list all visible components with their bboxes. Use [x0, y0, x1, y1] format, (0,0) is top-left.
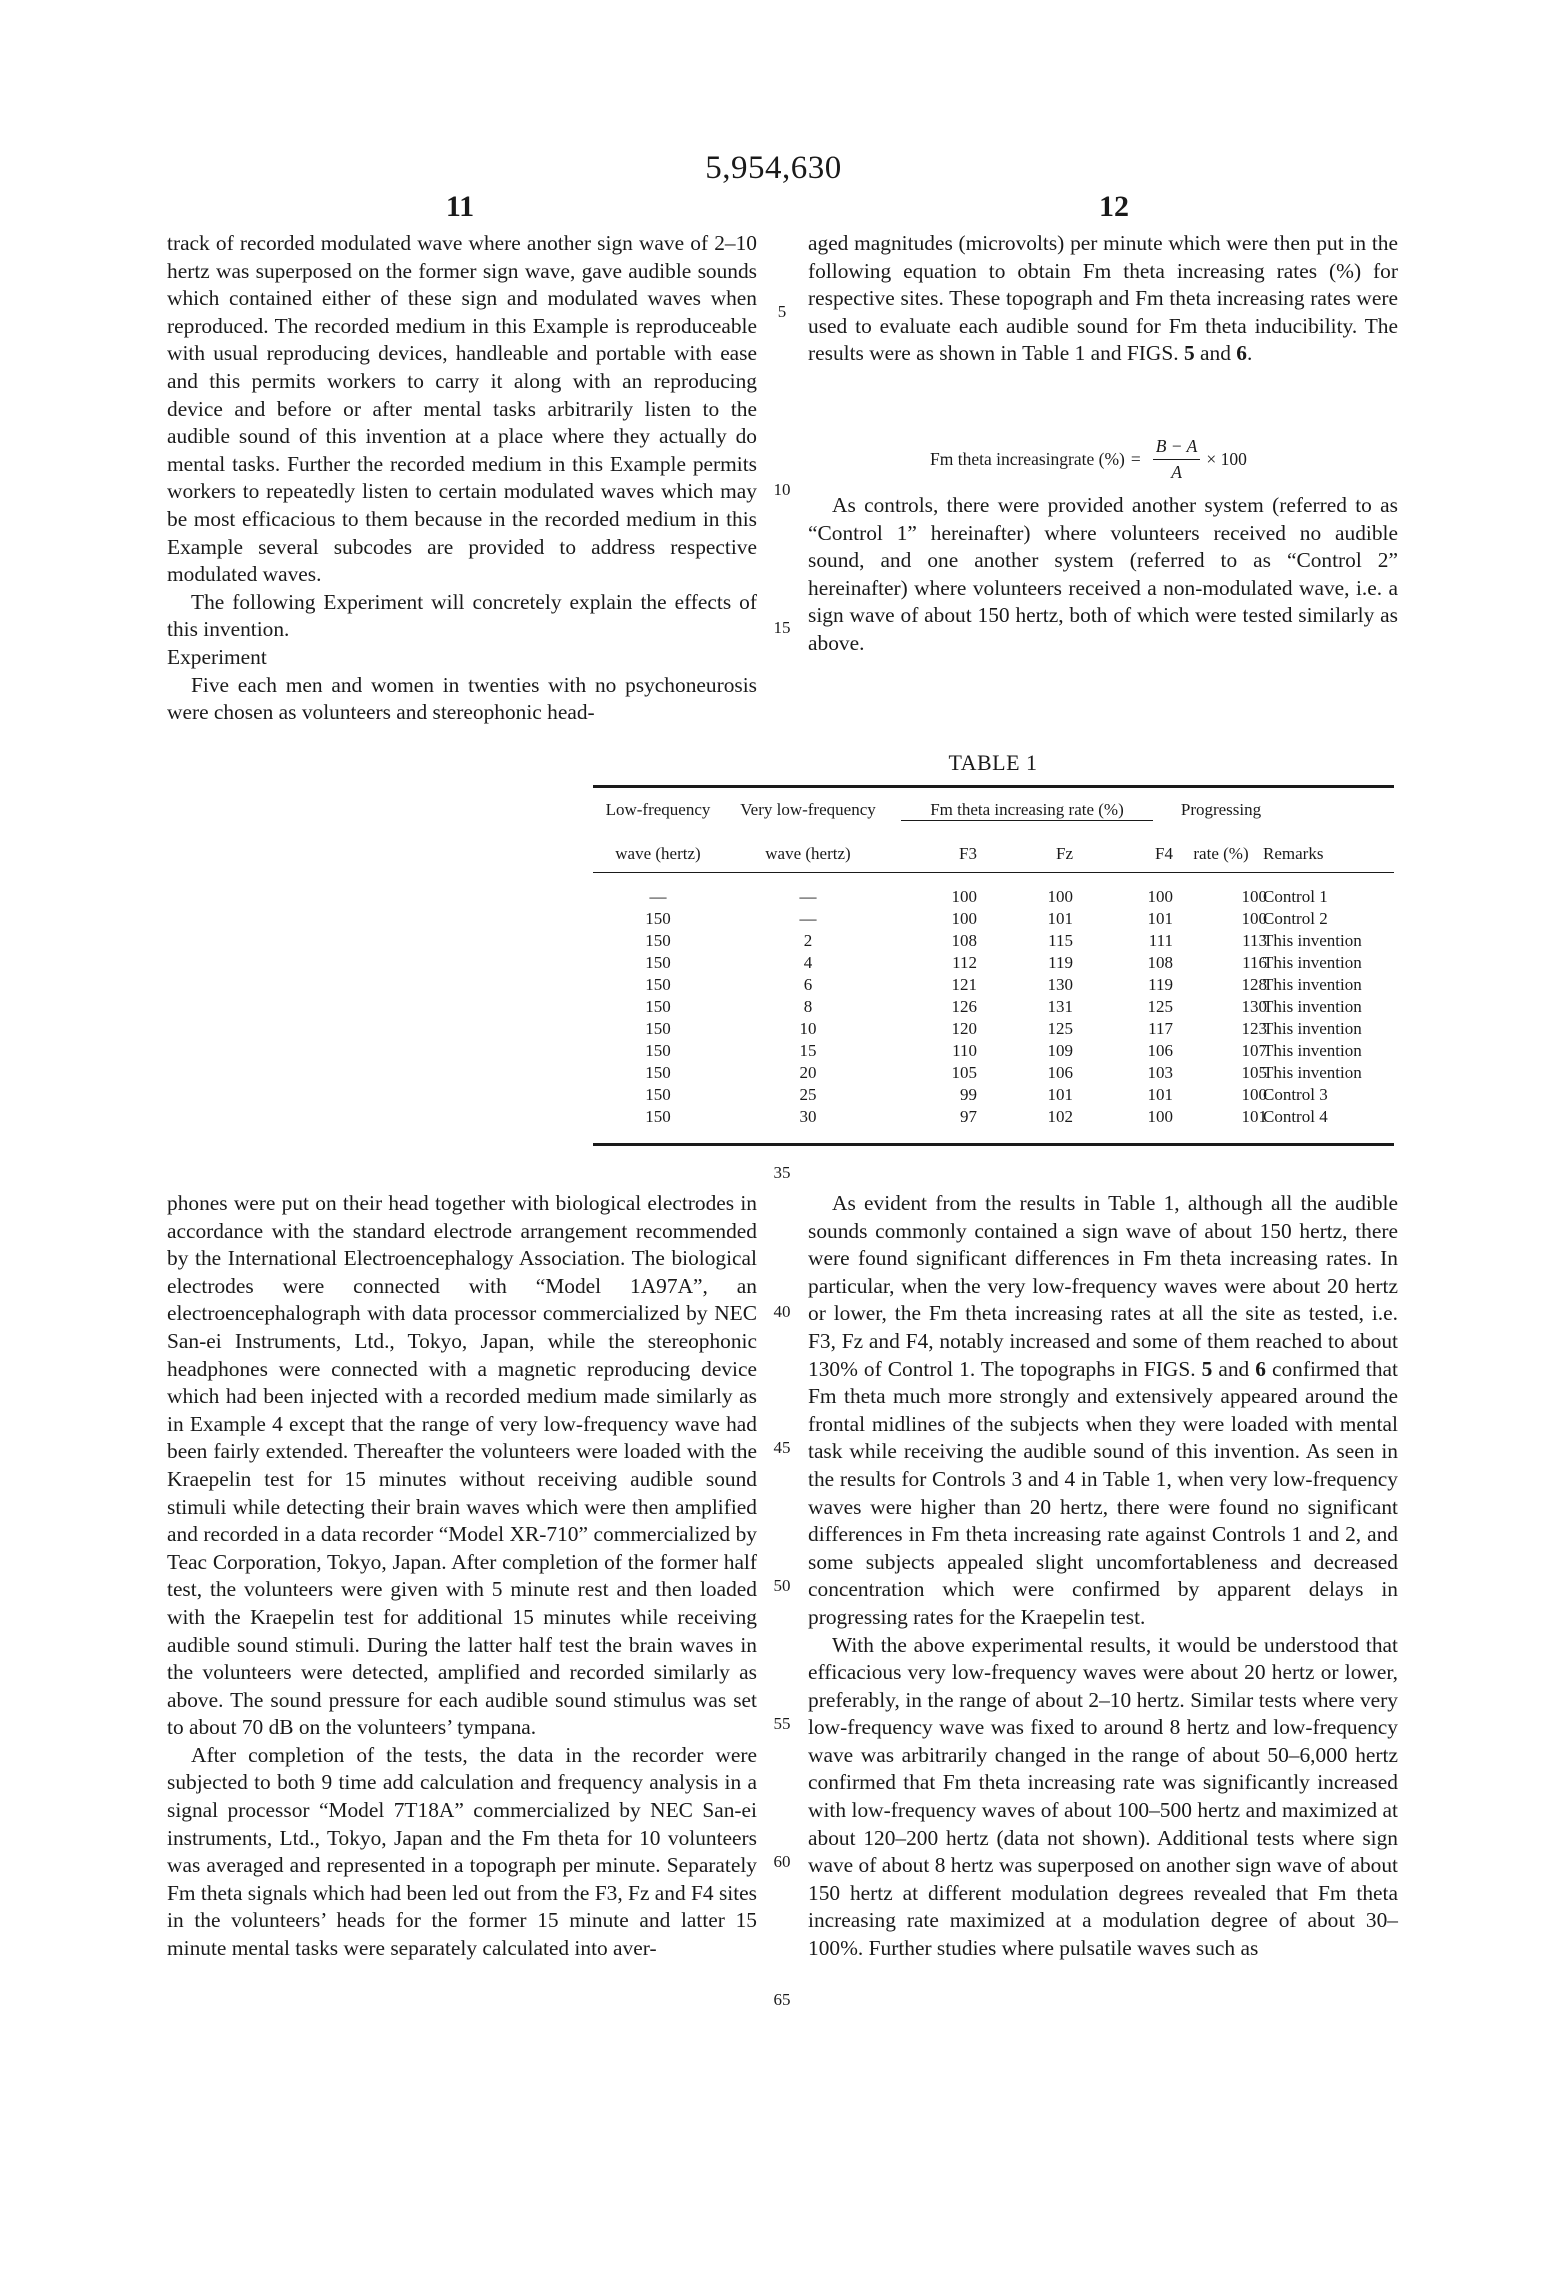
fraction: [1153, 436, 1201, 483]
cell-f4: 108: [1147, 953, 1173, 972]
cell-f3: 126: [951, 997, 977, 1016]
header-f3: F3: [959, 844, 977, 863]
header-low-frequency: Low-frequency: [605, 800, 711, 819]
line-number: 50: [773, 1576, 791, 1595]
paragraph: As controls, there were provided another system (referred to as “Control 1” hereinafter) where volunteers received no audible sound, and one another system (referred to as “Control 2” hereinafter) where volunteers received a non-modulated wave, i.e. a sign wave of about 150 hertz, both of which were tested similarly as above.: [808, 492, 1398, 655]
line-number: 35: [773, 1163, 791, 1182]
figure-ref: 5: [1183, 341, 1195, 366]
header-remarks: Remarks: [1263, 844, 1324, 863]
cell-f3: 97: [960, 1107, 977, 1126]
cell-remarks: This invention: [1263, 1063, 1362, 1082]
table-row: [593, 1019, 1394, 1041]
cell-low-frequency: 150: [645, 997, 671, 1016]
cell-progressing-rate: 100: [1241, 909, 1267, 928]
cell-f4: 111: [1148, 931, 1173, 950]
cell-remarks: Control 2: [1263, 909, 1328, 928]
cell-remarks: This invention: [1263, 975, 1362, 994]
cell-very-low-frequency: 2: [803, 931, 813, 950]
cell-progressing-rate: 105: [1241, 1063, 1267, 1082]
header-f4: F4: [1155, 844, 1173, 863]
cell-remarks: This invention: [1263, 931, 1362, 950]
paragraph: track of recorded modulated wave where another sign wave of 2–10 hertz was superposed on the former sign wave, gave audible sounds which contained either of these sign and modulated waves when reproduced. The recorded medium in this Example is reproduceable with usual reproducing devices, handleable and portable with ease and this permits workers to carry it along with an reproducing device and before or after mental tasks arbitrarily listen to the audible sound of this invention at a place where they actually do mental tasks. Further the recorded medium in this Example permits workers to repeatedly listen to certain modulated waves which may be most efficacious to them because in the recorded medium in this Example several subcodes are provided to address respective modulated waves.: [167, 231, 757, 587]
cell-fz: 102: [1047, 1107, 1073, 1126]
equation-lhs: Fm theta increasingrate (%): [930, 449, 1125, 469]
cell-very-low-frequency: 8: [803, 997, 813, 1016]
table-row: [593, 997, 1394, 1019]
cell-very-low-frequency: 4: [803, 953, 813, 972]
cell-progressing-rate: 128: [1241, 975, 1267, 994]
cell-very-low-frequency: —: [799, 909, 817, 928]
line-number: 55: [773, 1714, 791, 1733]
cell-fz: 125: [1047, 1019, 1073, 1038]
cell-low-frequency: 150: [645, 1107, 671, 1126]
table-row: [593, 1107, 1394, 1129]
table-row: [593, 1041, 1394, 1063]
cell-f3: 100: [951, 887, 977, 906]
paragraph: With the above experimental results, it would be understood that efficacious very low-frequency waves were about 20 hertz or lower, preferably, in the range of about 2–10 hertz. Similar tests where very low-frequency wave was fixed to around 8 hertz and low-frequency wave was arbitrarily changed in the range of about 50–6,000 hertz confirmed that Fm theta increasing rate was significantly increased with low-frequency waves of about 100–500 hertz and maximized at about 120–200 hertz (data not shown). Additional tests where sign wave of about 8 hertz was superposed on another sign wave of about 150 hertz at different modulation degrees revealed that Fm theta increasing rate maximized at a modulation degree of about 30–100%. Further studies where pulsatile waves such as: [808, 1632, 1398, 1961]
paragraph: As evident from the results in Table 1, although all the audible sounds commonly contained a sign wave of about 150 hertz, there were found significant differences in Fm theta increasing rates. In particular, when the very low-frequency waves were about 20 hertz or lower, the Fm theta increasing rates at all the site as tested, i.e. F3, Fz and F4, notably increased and some of them reached to about 130% of Control 1. The topographs in FIGS. 5 and 6 confirmed that Fm theta much more strongly and extensively appeared around the frontal midlines of the subjects when they were loaded with mental task while receiving the audible sound of this invention. As seen in the results for Controls 3 and 4 in Table 1, when very low-frequency waves were higher than 20 hertz, there were found no significant differences in Fm theta increasing rate against Controls 1 and 2, and some subjects appealed slight uncomfortableness and decreased concentration which were confirmed by apparent delays in progressing rates for the Kraepelin test.: [808, 1191, 1398, 1629]
multiplier: × 100: [1206, 449, 1247, 469]
cell-remarks: This invention: [1263, 997, 1362, 1016]
cell-remarks: This invention: [1263, 953, 1362, 972]
cell-fz: 109: [1047, 1041, 1073, 1060]
cell-low-frequency: 150: [645, 975, 671, 994]
paragraph: The following Experiment will concretely explain the effects of this invention.: [167, 589, 757, 642]
cell-low-frequency: 150: [645, 909, 671, 928]
cell-remarks: Control 1: [1263, 887, 1328, 906]
cell-f3: 121: [951, 975, 977, 994]
table-row: [593, 1085, 1394, 1107]
cell-f4: 106: [1147, 1041, 1173, 1060]
header-low-frequency-unit: wave (hertz): [615, 844, 701, 863]
cell-low-frequency: 150: [645, 931, 671, 950]
cell-very-low-frequency: 20: [799, 1063, 817, 1082]
cell-fz: 101: [1047, 1085, 1073, 1104]
cell-very-low-frequency: 25: [799, 1085, 817, 1104]
cell-f3: 108: [951, 931, 977, 950]
section-heading: Experiment: [167, 644, 267, 669]
paragraph: phones were put on their head together with biological electrodes in accordance with the standard electrode arrangement recommended by the International Electroencephalogy Association. The biological electrodes were connected with “Model 1A97A”, an electroencephalograph with data processor commercialized by NEC San-ei Instruments, Ltd., Tokyo, Japan, while the stereophonic headphones were connected with a magnetic reproducing device which had been injected with a recorded medium made similarly as in Example 4 except that the range of very low-frequency wave had been fairly extended. Thereafter the volunteers were loaded with the Kraepelin test for 15 minutes without receiving audible sound stimuli while detecting their brain waves which were then amplified and recorded in a data recorder “Model XR-710” commercialized by Teac Corporation, Tokyo, Japan. After completion of the former half test, the volunteers were given with 5 minute rest and then loaded with the Kraepelin test for additional 15 minutes while receiving audible sound stimuli. During the latter half test the brain waves in the volunteers were detected, amplified and recorded similarly as above. The sound pressure for each audible sound stimulus was set to about 70 dB on the volunteers’ tympana.: [167, 1191, 757, 1740]
cell-f4: 100: [1147, 887, 1173, 906]
cell-low-frequency: 150: [645, 1063, 671, 1082]
cell-low-frequency: 150: [645, 1041, 671, 1060]
cell-f4: 103: [1147, 1063, 1173, 1082]
figure-ref: 6: [1255, 1356, 1266, 1381]
header-very-low-frequency-unit: wave (hertz): [765, 844, 851, 863]
left-page-number: 11: [445, 190, 475, 223]
paragraph: aged magnitudes (microvolts) per minute which were then put in the following equation to obtain Fm theta increasing rates (%) for respective sites. These topograph and Fm theta increasing rates were used to evaluate each audible sound for Fm theta inducibility. The results were as shown in Table 1 and FIGS. 5 and 6.: [808, 231, 1398, 366]
paragraph: Five each men and women in twenties with no psychoneurosis were chosen as volunteers and stereophonic head-: [167, 672, 757, 725]
cell-f4: 101: [1147, 909, 1173, 928]
patent-number: 5,954,630: [705, 150, 842, 186]
table-body: [593, 873, 1394, 1143]
cell-f4: 125: [1147, 997, 1173, 1016]
cell-progressing-rate: 123: [1241, 1019, 1267, 1038]
cell-very-low-frequency: 15: [799, 1041, 817, 1060]
cell-f4: 117: [1148, 1019, 1173, 1038]
equation: [930, 436, 1247, 483]
cell-very-low-frequency: —: [799, 887, 817, 906]
cell-very-low-frequency: 10: [799, 1019, 817, 1038]
header-progressing-rate: rate (%): [1193, 844, 1249, 863]
cell-remarks: Control 3: [1263, 1085, 1328, 1104]
cell-progressing-rate: 130: [1241, 997, 1267, 1016]
cell-f3: 99: [960, 1085, 977, 1104]
header-fm-theta-group: Fm theta increasing rate (%): [901, 800, 1153, 821]
cell-remarks: This invention: [1263, 1041, 1362, 1060]
cell-progressing-rate: 100: [1241, 887, 1267, 906]
line-number: 15: [773, 618, 791, 637]
cell-progressing-rate: 113: [1242, 931, 1267, 950]
cell-low-frequency: —: [649, 887, 667, 906]
line-number: 5: [777, 302, 787, 321]
table-header-row: [593, 800, 1394, 824]
line-number: 45: [773, 1438, 791, 1457]
cell-very-low-frequency: 6: [803, 975, 813, 994]
table-title: TABLE 1: [948, 750, 1038, 775]
cell-fz: 100: [1047, 887, 1073, 906]
equals-sign: =: [1130, 449, 1141, 469]
table-row: [593, 931, 1394, 953]
cell-remarks: This invention: [1263, 1019, 1362, 1038]
cell-fz: 119: [1048, 953, 1073, 972]
cell-f3: 112: [952, 953, 977, 972]
cell-fz: 115: [1048, 931, 1073, 950]
figure-ref: 5: [1201, 1356, 1213, 1381]
cell-f4: 101: [1147, 1085, 1173, 1104]
header-fz: Fz: [1056, 844, 1073, 863]
cell-fz: 130: [1047, 975, 1073, 994]
cell-low-frequency: 150: [645, 1085, 671, 1104]
line-number: 10: [773, 480, 791, 499]
cell-fz: 106: [1047, 1063, 1073, 1082]
table-row: [593, 909, 1394, 931]
cell-progressing-rate: 107: [1241, 1041, 1267, 1060]
denominator: A: [1171, 462, 1182, 482]
cell-remarks: Control 4: [1263, 1107, 1328, 1126]
cell-very-low-frequency: 30: [799, 1107, 817, 1126]
numerator: B − A: [1153, 436, 1201, 460]
cell-low-frequency: 150: [645, 953, 671, 972]
line-number: 65: [773, 1990, 791, 2009]
right-column-bottom: [808, 1190, 1398, 1963]
left-column-top: [167, 230, 757, 727]
cell-progressing-rate: 116: [1242, 953, 1267, 972]
cell-f4: 100: [1147, 1107, 1173, 1126]
cell-fz: 131: [1047, 997, 1073, 1016]
line-number: 60: [773, 1852, 791, 1871]
cell-f3: 120: [951, 1019, 977, 1038]
table-row: [593, 953, 1394, 975]
cell-f3: 100: [951, 909, 977, 928]
table-row: [593, 975, 1394, 997]
paragraph: After completion of the tests, the data in the recorder were subjected to both 9 time add calculation and frequency analysis in a signal processor “Model 7T18A” commercialized by NEC San-ei instruments, Ltd., Tokyo, Japan and the Fm theta for 10 volunteers was averaged and represented in a topograph per minute. Separately Fm theta signals which had been led out from the F3, Fz and F4 sites in the volunteers’ heads for the former 15 minute and latter 15 minute mental tasks were separately calculated into aver-: [167, 1742, 757, 1961]
figure-ref: 6: [1236, 341, 1247, 366]
right-page-number: 12: [1099, 190, 1129, 223]
header-progressing: Progressing: [1180, 800, 1262, 819]
table-row: [593, 1063, 1394, 1085]
table-row: [593, 887, 1394, 909]
cell-f3: 110: [952, 1041, 977, 1060]
header-very-low-frequency: Very low-frequency: [740, 800, 876, 819]
cell-progressing-rate: 100: [1241, 1085, 1267, 1104]
data-table: [593, 785, 1394, 1146]
left-column-bottom: [167, 1190, 757, 1963]
line-number: 40: [773, 1302, 791, 1321]
cell-f3: 105: [951, 1063, 977, 1082]
cell-progressing-rate: 101: [1241, 1107, 1267, 1126]
table-header-row: [593, 844, 1394, 868]
cell-low-frequency: 150: [645, 1019, 671, 1038]
cell-fz: 101: [1047, 909, 1073, 928]
cell-f4: 119: [1148, 975, 1173, 994]
